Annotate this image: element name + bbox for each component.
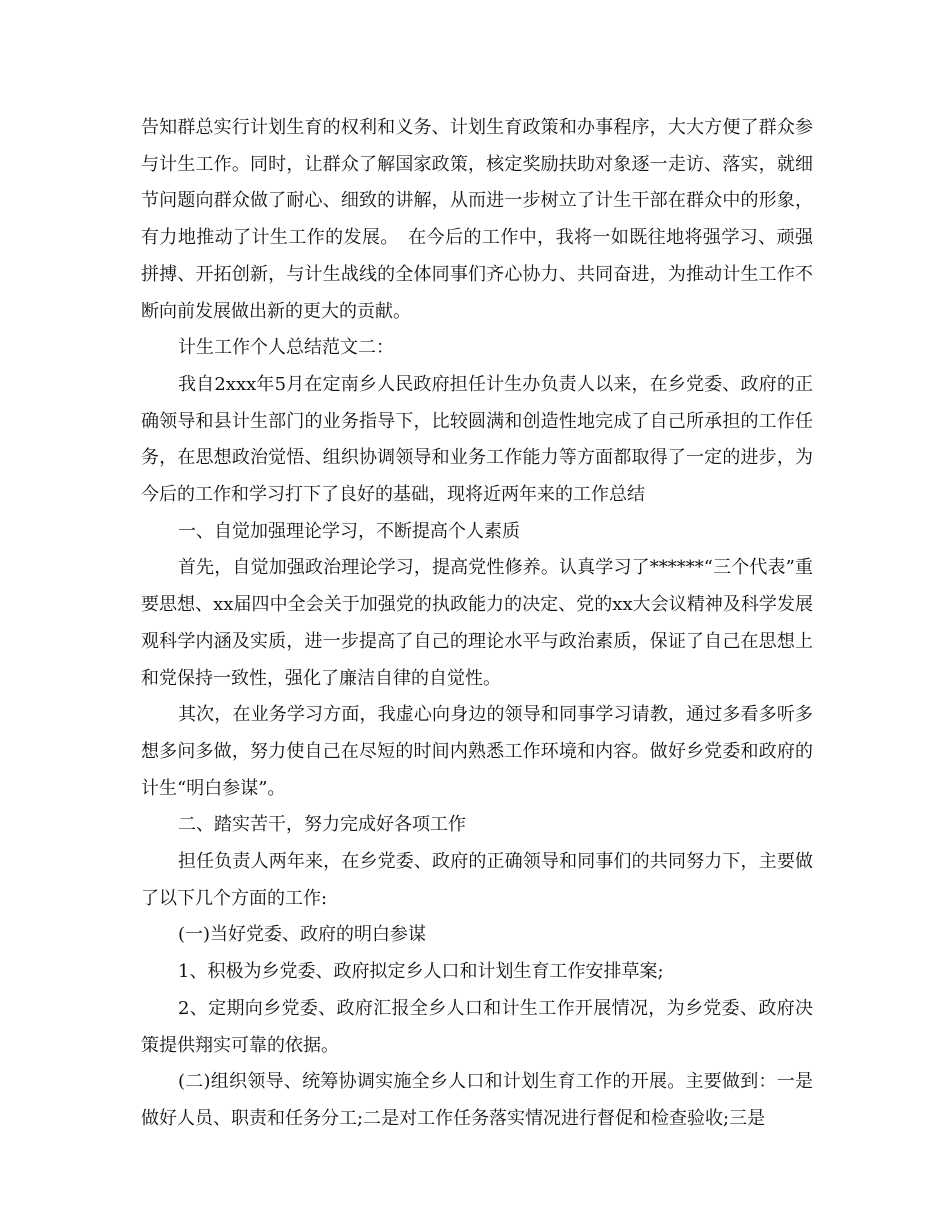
paragraph-two-years: 担任负责人两年来，在乡党委、政府的正确领导和同事们的共同努力下，主要做了以下几个方面的工作: [141,851,813,909]
paragraph-second: 其次，在业务学习方面，我虚心向身边的领导和同事学习请教，通过多看多听多想多问多做，努力使自己在尽短的时间内熟悉工作环境和内容。做好乡党委和政府的计生“明白参谋”。 [141,704,813,799]
paragraph-intro: 我自2xxx年5月在定南乡人民政府担任计生办负责人以来，在乡党委、政府的正确领导和县计生部门的业务指导下，比较圆满和创造性地完成了自己所承担的工作任务，在思想政治觉悟、组织协调领导和业务工作能力等方面都取得了一定的进步，为今后的工作和学习打下了良好的基础，现将近两年来的工作总结 [141,373,813,506]
paragraph-continuation: 告知群总实行计划生育的权利和义务、计划生育政策和办事程序，大大方便了群众参与计生工作。同时，让群众了解国家政策，核定奖励扶助对象逐一走访、落实，就细节问题向群众做了耐心、细致的讲解，从而进一步树立了计生干部在群众中的形象，有力地推动了计生工作的发展。 在今后的工作中，我将一如既往地将强学习、顽强拼搏、开拓创新，与计生战线的全体同事们齐心协力、共同奋进，为推动计生工作不断向前发展做出新的更大的贡献。 [141,117,813,322]
section-title-fanwen-er: 计生工作个人总结范文二： [178,337,394,359]
paragraph-first: 首先，自觉加强政治理论学习，提高党性修养。认真学习了******“三个代表”重要思想、xx届四中全会关于加强党的执政能力的决定、党的xx大会议精神及科学发展观科学内涵及实质，进一步提高了自己的理论水平与政治素质，保证了自己在思想上和党保持一致性，强化了廉洁自律的自觉性。 [141,557,813,689]
subheading-coordination: (二)组织领导、统筹协调实施全乡人口和计划生育工作的开展。主要做到：一是做好人员、职责和任务分工;二是对工作任务落实情况进行督促和检查验收;三是 [141,1071,813,1129]
heading-theory-study: 一、自觉加强理论学习，不断提高个人素质 [178,520,520,542]
subheading-advisor: (一)当好党委、政府的明白参谋 [178,924,427,946]
document-body [141,110,813,1138]
list-item-1: 1、积极为乡党委、政府拟定乡人口和计划生育工作安排草案; [178,961,664,983]
list-item-2: 2、定期向乡党委、政府汇报全乡人口和计生工作开展情况，为乡党委、政府决策提供翔实可靠的依据。 [141,997,813,1056]
heading-work-tasks: 二、踏实苦干，努力完成好各项工作 [178,814,466,836]
